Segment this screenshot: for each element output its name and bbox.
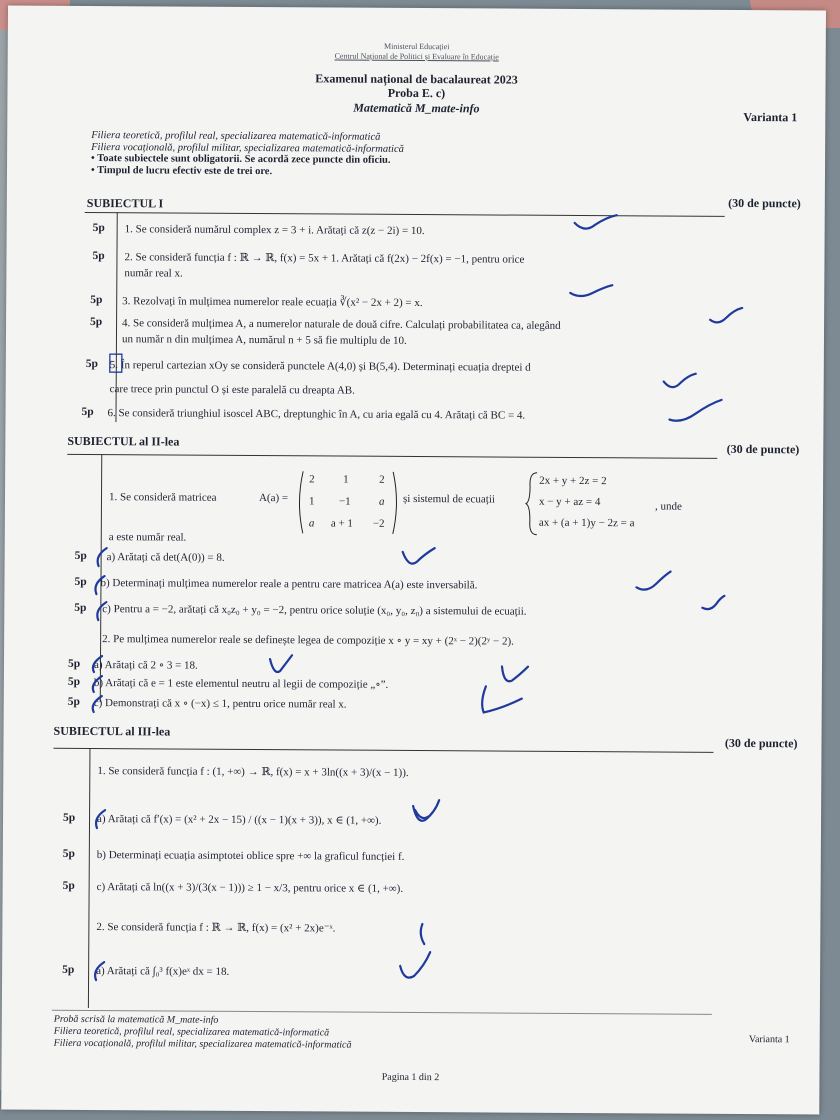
matrix-cell: a [378, 495, 385, 508]
handwritten-mark-icon [90, 574, 108, 596]
handwritten-mark-icon [106, 350, 126, 376]
handwritten-mark-icon [91, 808, 109, 830]
handwritten-check-icon [706, 306, 746, 328]
problem-text: a) Arătați că 2 ∘ 3 = 18. [93, 659, 198, 672]
matrix-cell: 1 [343, 473, 349, 486]
exam-subject: Matematică M_mate-info [353, 100, 480, 116]
matrix-cell: −2 [372, 517, 385, 530]
section-points: (30 de puncte) [728, 195, 801, 211]
item-points: 5p [81, 405, 94, 419]
item-points: 5p [67, 675, 81, 688]
matrix-cell: a + 1 [330, 517, 353, 530]
handwritten-check-icon [566, 281, 616, 301]
problem-text: 6. Se consideră triunghiul isoscel ABC, dreptunghic în A, cu aria egală cu 4. Arătați că BC = 4. [107, 407, 526, 422]
divider [67, 454, 717, 459]
ministry-header: Ministerul Educației [383, 41, 450, 52]
footer-line: Filiera vocațională, profilul militar, specializarea matematică-informatică [53, 1037, 352, 1051]
handwritten-check-icon [571, 211, 621, 233]
matrix-cell: 1 [308, 495, 315, 508]
problem-text: și sistemul de ecuații [402, 492, 495, 506]
problem-text-cont: un număr n din mulțimea A, numărul n + 5 să fie multiplu de 10. [121, 333, 407, 347]
problem-text: 3. Rezolvați în mulțimea numerelor reale ecuația ∛(x² − 2x + 2) = x. [122, 295, 423, 310]
item-points: 5p [85, 357, 99, 371]
problem-text: 1. Se consideră matricea [108, 491, 217, 504]
center-header: Centrul Național de Politici și Evaluare în Educație [334, 51, 499, 62]
problem-text: 2. Se consideră funcția f : ℝ → ℝ, f(x) = (x² + 2x)e⁻ˣ. [96, 921, 336, 935]
intro-line: Filiera vocațională, profilul militar, specializarea matematică-informatică [91, 141, 404, 155]
item-points: 5p [92, 222, 105, 235]
footer-line: Filiera teoretică, profilul real, specializarea matematică-informatică [53, 1025, 330, 1039]
handwritten-check-icon [660, 371, 700, 393]
problem-text: 1. Se consideră funcția f : (1, +∞) → ℝ, f(x) = x + 3ln((x + 3)/(x − 1)). [97, 765, 409, 779]
variant-label: Varianta 1 [743, 109, 798, 125]
item-points: 5p [90, 316, 103, 329]
system-brace [525, 471, 539, 537]
problem-text-cont: care trece prin punctul O și este paralelă cu dreapta AB. [109, 383, 355, 397]
handwritten-check-icon [394, 948, 434, 984]
problem-text: 1. Se consideră numărul complex z = 3 + i. Arătați că z(z − 2i) = 10. [124, 223, 425, 238]
section-title: SUBIECTUL al II-lea [67, 433, 180, 449]
intro-line: Filiera teoretică, profilul real, specializarea matematică-informatică [91, 130, 381, 143]
equation: 2x + y + 2z = 2 [539, 474, 607, 488]
problem-text: b) Determinați ecuația asimptotei oblice spre +∞ la graficul funcției f. [96, 849, 405, 863]
problem-text: a) Arătați că ∫₀³ f(x)eˣ dx = 18. [96, 965, 230, 978]
matrix-cell: 2 [379, 473, 385, 486]
problem-text: a este număr real. [108, 531, 187, 544]
item-points: 5p [62, 963, 75, 976]
handwritten-mark-icon [88, 694, 106, 714]
item-points: 5p [92, 250, 105, 263]
section-title: SUBIECTUL I [86, 195, 164, 211]
handwritten-check-icon [476, 682, 526, 716]
problem-text: a) Arătați că det(A(0)) = 8. [106, 551, 225, 564]
section-points: (30 de puncte) [726, 441, 800, 457]
footer-variant: Varianta 1 [748, 1034, 790, 1046]
handwritten-mark-icon [414, 922, 434, 946]
matrix-label: A(a) = [258, 492, 289, 505]
item-points: 5p [74, 575, 87, 588]
exam-intro [91, 130, 404, 178]
equation: x − y + az = 4 [538, 495, 601, 509]
handwritten-mark-icon [88, 654, 106, 674]
section-title: SUBIECTUL al III-lea [53, 723, 171, 739]
divider [53, 748, 713, 753]
problem-text-cont: număr real x. [124, 267, 183, 280]
exam-title: Examenul național de bacalaureat 2023 [315, 71, 518, 87]
problem-text: c) Demonstrați că x ∘ (−x) ≤ 1, pentru orice număr real x. [93, 697, 347, 711]
matrix-cell: −1 [338, 495, 351, 508]
problem-text: a) Arătați că f′(x) = (x² + 2x − 15) / ((x − 1)(x + 3)), x ∈ (1, +∞). [97, 813, 382, 827]
divider [85, 212, 725, 217]
handwritten-check-icon [407, 798, 443, 828]
matrix-cell: a [308, 517, 315, 530]
footer-text [54, 1014, 352, 1052]
handwritten-mark-icon [88, 674, 106, 694]
problem-text: 2. Se consideră funcția f : ℝ → ℝ, f(x) = 5x + 1. Arătați că f(2x) − 2f(x) = −1, pentru orice [124, 251, 525, 266]
problem-text: 2. Pe mulțimea numerelor reale se definește legea de compoziție x ∘ y = xy + (2ˣ − 2)(2ʸ − 2). [102, 633, 514, 648]
handwritten-check-icon [665, 398, 725, 428]
problem-text: 4. Se consideră mulțimea A, a numerelor naturale de două cifre. Calculați probabilitatea ca, alegând [122, 317, 561, 332]
item-points: 5p [74, 549, 87, 562]
section-points: (30 de puncte) [724, 735, 798, 751]
item-points: 5p [67, 657, 81, 670]
intro-bullet: • Timpul de lucru efectiv este de trei ore. [90, 164, 273, 177]
handwritten-mark-icon [93, 546, 111, 568]
matrix-cell: 2 [309, 473, 315, 486]
item-points: 5p [74, 601, 87, 614]
handwritten-check-icon [399, 544, 439, 570]
problem-text: b) Determinați mulțimea numerelor reale a pentru care matricea A(a) este inversabilă. [100, 577, 478, 592]
problem-text: 5. În reperul cartezian xOy se consideră punctele A(4,0) și B(5,4). Determinați ecuația dreptei d [109, 359, 531, 374]
problem-text: c) Pentru a = −2, arătați că x₀z₀ + y₀ = −2, pentru orice soluție (x₀, y₀, z₀) a sistemului de ecuații. [102, 603, 527, 618]
item-points: 5p [62, 879, 75, 892]
item-points: 5p [63, 811, 76, 824]
handwritten-check-icon [266, 653, 296, 677]
exam-page [1, 6, 826, 1115]
problem-text: , unde [654, 500, 682, 513]
handwritten-check-icon [698, 594, 728, 614]
footer-line: Probă scrisă la matematică M_mate-info [53, 1013, 219, 1026]
handwritten-mark-icon [90, 960, 108, 982]
problem-text: b) Arătați că e = 1 este elementul neutru al legii de compoziție „∘”. [93, 677, 389, 691]
item-points: 5p [90, 294, 103, 307]
handwritten-check-icon [632, 569, 672, 593]
problem-text: c) Arătați că ln((x + 3)/(3(x − 1))) ≥ 1 − x/3, pentru orice x ∈ (1, +∞). [96, 881, 404, 895]
handwritten-mark-icon [92, 600, 110, 622]
exam-proba: Proba E. c) [387, 85, 446, 101]
equation-system [539, 471, 635, 535]
item-points: 5p [67, 695, 80, 708]
item-points: 5p [62, 847, 76, 860]
intro-bullet: • Toate subiectele sunt obligatorii. Se acordă zece puncte din oficiu. [91, 153, 391, 166]
page-number: Pagina 1 din 2 [381, 1071, 440, 1084]
equation: ax + (a + 1)y − 2z = a [538, 516, 635, 530]
